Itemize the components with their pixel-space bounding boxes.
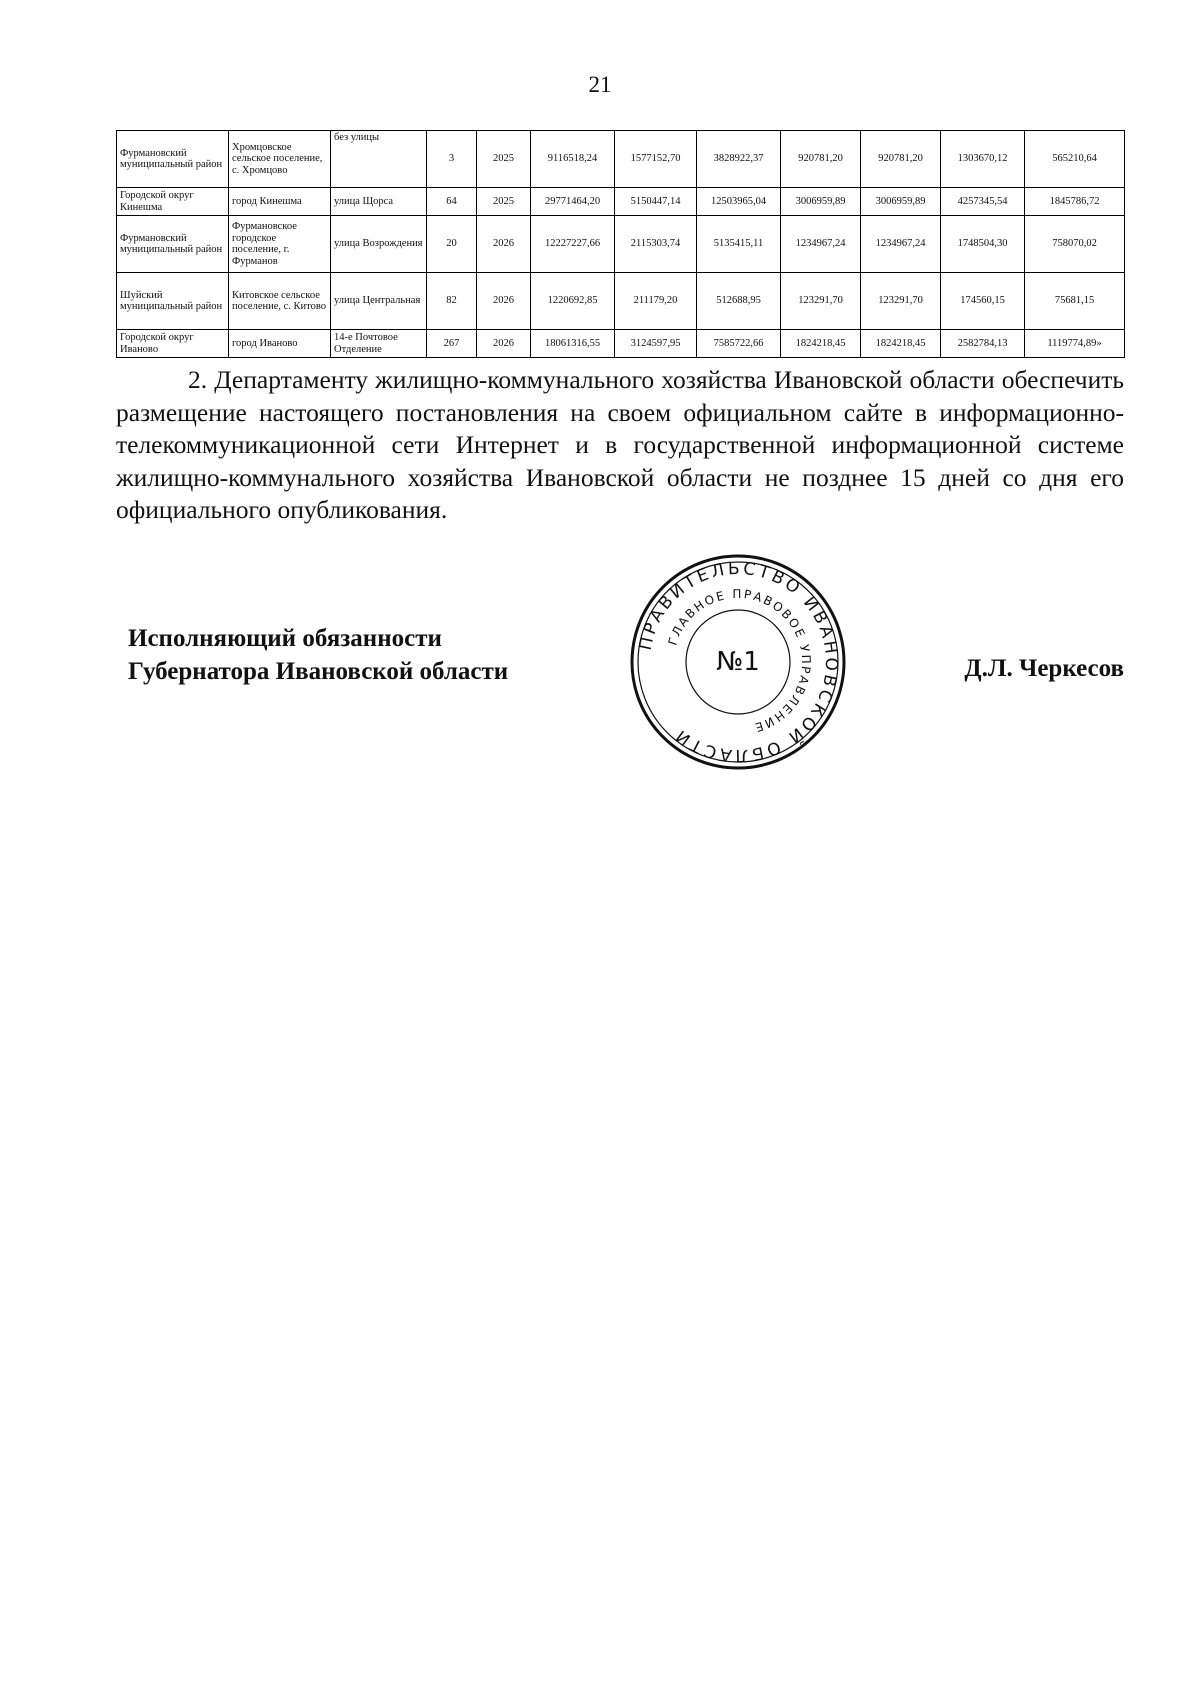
body-paragraph: 2. Департаменту жилищно-коммунального хозяйства Ивановской области обеспечить размещение настоящего постановления на своем официальном сайте в информационно-телекоммуникационной сети Интернет и в государственной информационной системе жилищно-коммунального хозяйства Ивановской области не позднее 15 дней со дня его официального опубликования. [116,365,1124,524]
stamp-number: №1 [716,647,760,677]
table-cell: 1824218,45 [861,330,941,358]
table-cell: без улицы [331,131,427,188]
table-cell: Хромцовское сельское поселение, с. Хромцово [229,131,331,188]
table-cell: улица Щорса [331,188,427,216]
table-cell: 1577152,70 [615,131,697,188]
table-cell: 1220692,85 [531,273,615,330]
table-cell: 14-е Почтовое Отделение [331,330,427,358]
table-cell: Фурмановское городское поселение, г. Фурманов [229,216,331,273]
table-cell: 1234967,24 [781,216,861,273]
table-cell: 565210,64 [1025,131,1125,188]
table-cell: 4257345,54 [941,188,1025,216]
table-cell: Китовское сельское поселение, с. Китово [229,273,331,330]
data-table [116,130,1125,358]
table-cell: 267 [427,330,477,358]
table-cell: 12227227,66 [531,216,615,273]
table-cell: 3 [427,131,477,188]
table-cell: 2025 [477,131,531,188]
table-body [117,131,1125,358]
table-row [117,273,1125,330]
table-cell: 29771464,20 [531,188,615,216]
table-cell: 2026 [477,273,531,330]
page-number: 21 [588,72,612,97]
table-cell: город Кинешма [229,188,331,216]
table-cell: 211179,20 [615,273,697,330]
table-row [117,188,1125,216]
table-cell: улица Возрождения [331,216,427,273]
table-cell: 2025 [477,188,531,216]
table-cell: Городской округ Иваново [117,330,229,358]
table-cell: 1303670,12 [941,131,1025,188]
table-cell: 512688,95 [697,273,781,330]
table-cell: Фурмановский муниципальный район [117,131,229,188]
table-cell: 5150447,14 [615,188,697,216]
table-cell: 12503965,04 [697,188,781,216]
table-cell: 758070,02 [1025,216,1125,273]
table-cell: 1119774,89» [1025,330,1125,358]
table-cell: 75681,15 [1025,273,1125,330]
table-row [117,131,1125,188]
signatory-title-line1: Исполняющий обязанности [128,625,442,652]
table-cell: 1824218,45 [781,330,861,358]
table-cell: 1234967,24 [861,216,941,273]
table-cell: город Иваново [229,330,331,358]
table-cell: 174560,15 [941,273,1025,330]
official-stamp [628,552,848,772]
table-row [117,330,1125,358]
stamp-inner-text: ГЛАВНОЕ ПРАВОВОЕ УПРАВЛЕНИЕ [665,586,814,735]
table-cell: 3828922,37 [697,131,781,188]
table-cell: 1845786,72 [1025,188,1125,216]
table-cell: 3006959,89 [861,188,941,216]
table-cell: 920781,20 [781,131,861,188]
table-cell: 123291,70 [781,273,861,330]
signatory-title [128,622,508,688]
table-cell: 2115303,74 [615,216,697,273]
signatory-title-line2: Губернатора Ивановской области [128,658,509,685]
table-row [117,216,1125,273]
table-cell: Городской округ Кинешма [117,188,229,216]
table-cell: 920781,20 [861,131,941,188]
table-cell: 82 [427,273,477,330]
table-cell: 20 [427,216,477,273]
table-cell: 3006959,89 [781,188,861,216]
table-cell: 123291,70 [861,273,941,330]
stamp-outer-text: ПРАВИТЕЛЬСТВО ИВАНОВСКОЙ ОБЛАСТИ [635,558,842,766]
table-cell: 5135415,11 [697,216,781,273]
table-cell: улица Центральная [331,273,427,330]
table-cell: 64 [427,188,477,216]
table-cell: 2582784,13 [941,330,1025,358]
signer-name: Д.Л. Черкесов [964,655,1124,682]
table-cell: 9116518,24 [531,131,615,188]
table-cell: Шуйский муниципальный район [117,273,229,330]
table-cell: 1748504,30 [941,216,1025,273]
table-cell: 7585722,66 [697,330,781,358]
table-cell: 18061316,55 [531,330,615,358]
table-cell: 2026 [477,216,531,273]
table-cell: Фурмановский муниципальный район [117,216,229,273]
table-cell: 3124597,95 [615,330,697,358]
table-cell: 2026 [477,330,531,358]
